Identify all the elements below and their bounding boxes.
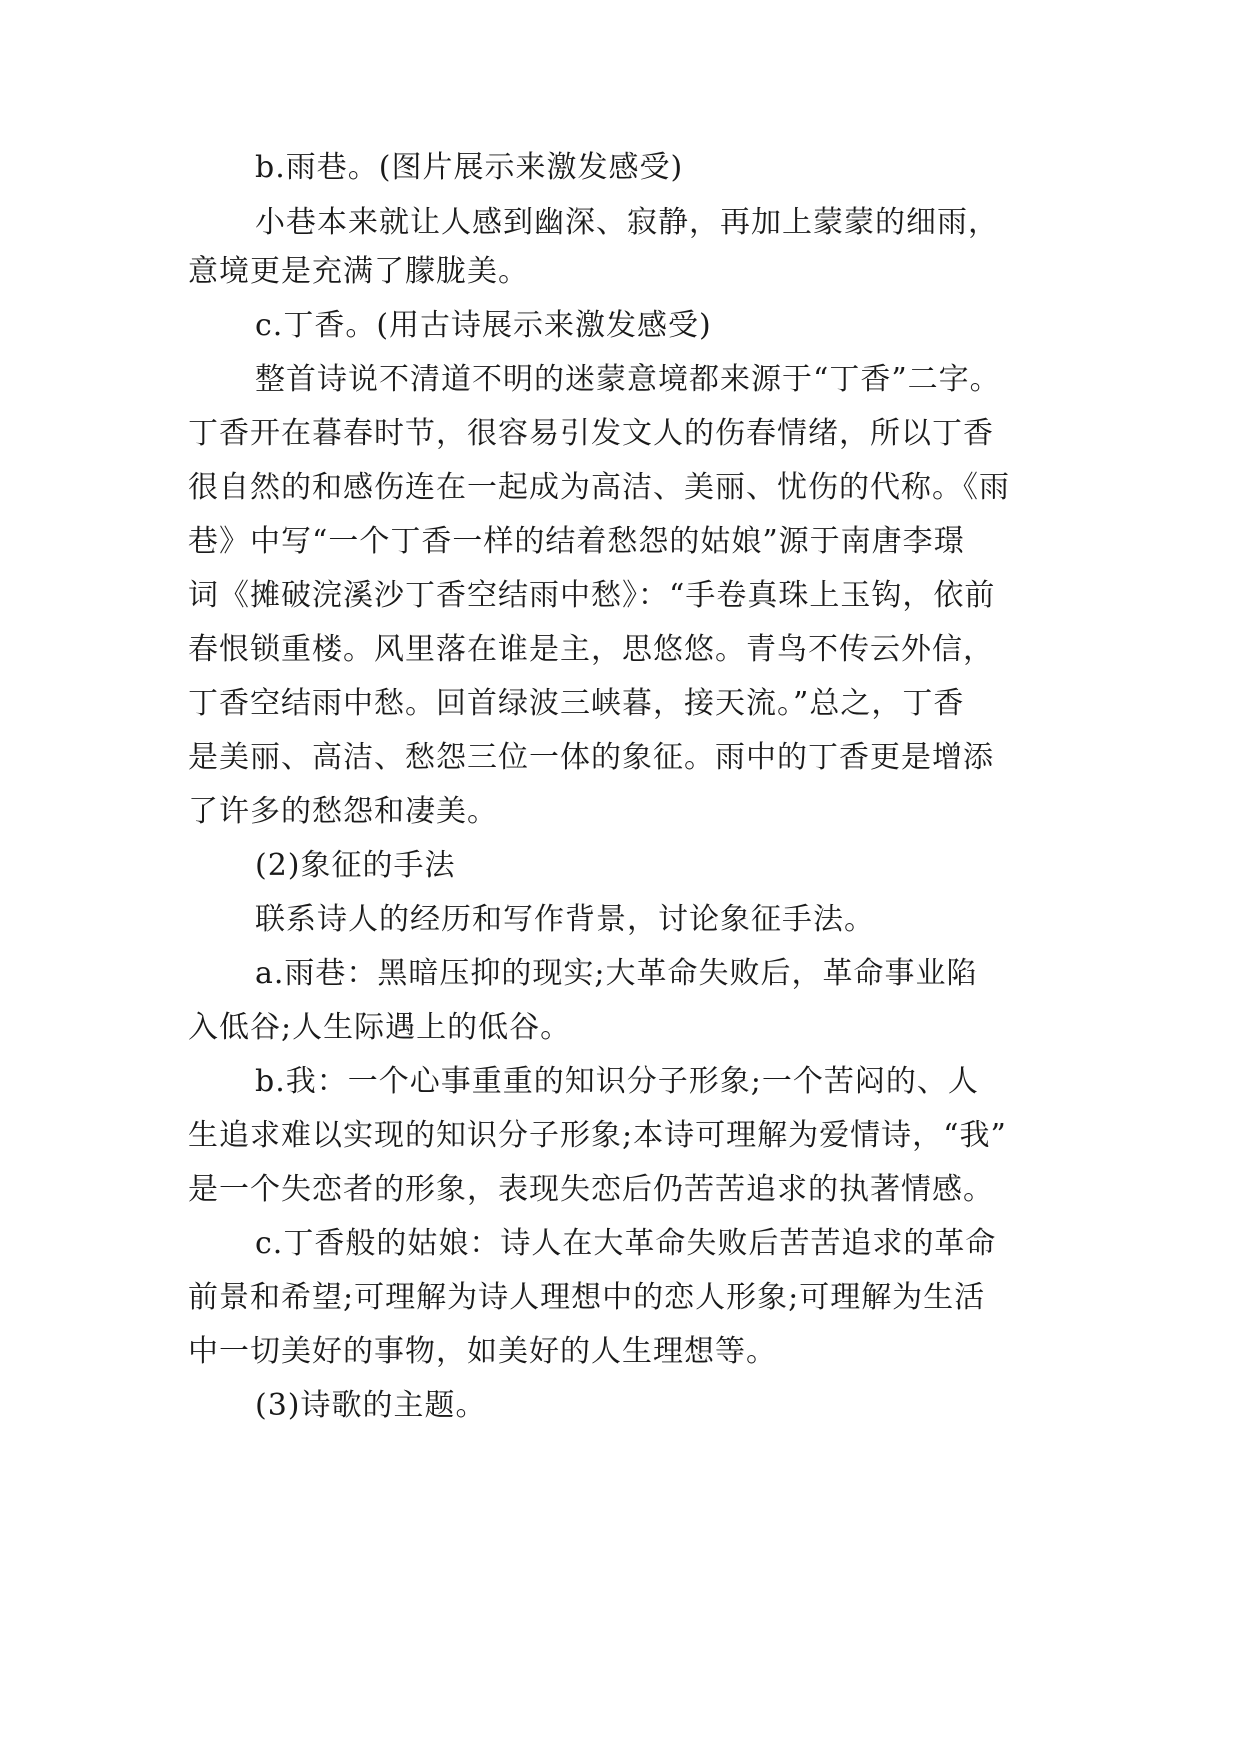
paragraph-line: b.雨巷。(图片展示来激发感受) bbox=[255, 150, 684, 185]
paragraph-line: c.丁香般的姑娘：诗人在大革命失败后苦苦追求的革命 bbox=[255, 1226, 997, 1261]
paragraph-line: 了许多的愁怨和凄美。 bbox=[188, 794, 498, 829]
paragraph-line: 是美丽、高洁、愁怨三位一体的象征。雨中的丁香更是增添 bbox=[188, 740, 994, 775]
paragraph-line: c.丁香。(用古诗展示来激发感受) bbox=[255, 308, 712, 343]
paragraph-line: 意境更是充满了朦胧美。 bbox=[188, 254, 529, 289]
paragraph-line: 小巷本来就让人感到幽深、寂静，再加上蒙蒙的细雨， bbox=[255, 205, 999, 240]
paragraph-line: 丁香开在暮春时节，很容易引发文人的伤春情绪，所以丁香 bbox=[188, 416, 994, 451]
paragraph-line: b.我：一个心事重重的知识分子形象;一个苦闷的、人 bbox=[255, 1064, 979, 1099]
paragraph-line: a.雨巷：黑暗压抑的现实;大革命失败后，革命事业陷 bbox=[255, 956, 978, 991]
paragraph-line: 中一切美好的事物，如美好的人生理想等。 bbox=[188, 1334, 777, 1369]
paragraph-line: 前景和希望;可理解为诗人理想中的恋人形象;可理解为生活 bbox=[188, 1280, 986, 1315]
paragraph-line: 整首诗说不清道不明的迷蒙意境都来源于“丁香”二字。 bbox=[255, 362, 1001, 397]
paragraph-line: 联系诗人的经历和写作背景，讨论象征手法。 bbox=[255, 902, 875, 937]
paragraph-line: 很自然的和感伤连在一起成为高洁、美丽、忧伤的代称。《雨 bbox=[188, 470, 1010, 505]
section-heading: (3)诗歌的主题。 bbox=[255, 1388, 487, 1423]
paragraph-line: 入低谷;人生际遇上的低谷。 bbox=[188, 1010, 572, 1045]
paragraph-line: 春恨锁重楼。风里落在谁是主，思悠悠。青鸟不传云外信， bbox=[188, 632, 994, 667]
paragraph-line: 词《摊破浣溪沙丁香空结雨中愁》：“手卷真珠上玉钩，依前 bbox=[188, 578, 996, 613]
section-heading: (2)象征的手法 bbox=[255, 848, 456, 883]
paragraph-line: 丁香空结雨中愁。回首绿波三峡暮，接天流。”总之，丁香 bbox=[188, 686, 965, 721]
paragraph-line: 是一个失恋者的形象，表现失恋后仍苦苦追求的执著情感。 bbox=[188, 1172, 994, 1207]
paragraph-line: 生追求难以实现的知识分子形象;本诗可理解为爱情诗，“我” bbox=[188, 1118, 1007, 1153]
paragraph-line: 巷》中写“一个丁香一样的结着愁怨的姑娘”源于南唐李璟 bbox=[188, 524, 965, 559]
